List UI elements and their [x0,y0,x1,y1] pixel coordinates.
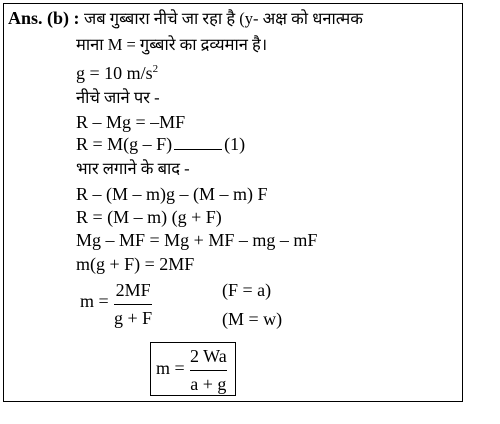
equation-2 [76,133,245,155]
equation-7-denominator: g + F [114,308,153,328]
intro-text-1: जब गुब्बारा नीचे जा रहा है (y- अक्ष को धनात्मक [84,9,363,28]
equation-6: m(g + F) = 2MF [76,254,195,274]
gravity-value [76,62,158,84]
equation-4: R = (M – m) (g + F) [76,207,222,227]
gravity-value-exponent: 2 [152,63,159,75]
substitution-1: (F = a) [222,280,272,300]
fraction-bar [190,370,227,371]
after-load-label: भार लगाने के बाद - [76,159,190,178]
final-denominator: a + g [190,374,227,394]
equation-2-blank [174,135,222,150]
answer-label: Ans. (b) : [8,8,80,28]
final-numerator: 2 Wa [190,346,227,366]
equation-5: Mg – MF = Mg + MF – mg – mF [76,230,318,250]
equation-7-fraction [114,279,152,329]
final-fraction [190,345,227,395]
fraction-bar [114,304,152,305]
final-lhs: m = [156,358,185,378]
equation-2-tag: (1) [224,134,246,154]
equation-2-expression: R = M(g – F) [76,134,173,154]
equation-3: R – (M – m)g – (M – m) F [76,184,268,204]
descending-label: नीचे जाने पर - [76,88,160,107]
equation-7-numerator: 2MF [115,280,151,300]
equation-1: R – Mg = –MF [76,112,186,132]
substitution-2: (M = w) [222,309,283,329]
equation-7-lhs: m = [80,291,109,311]
answer-intro-line-2: माना M = गुब्बारे का द्रव्यमान है। [76,35,268,54]
gravity-value-base: g = 10 m/s [76,63,153,83]
answer-intro-line-1 [8,7,363,30]
